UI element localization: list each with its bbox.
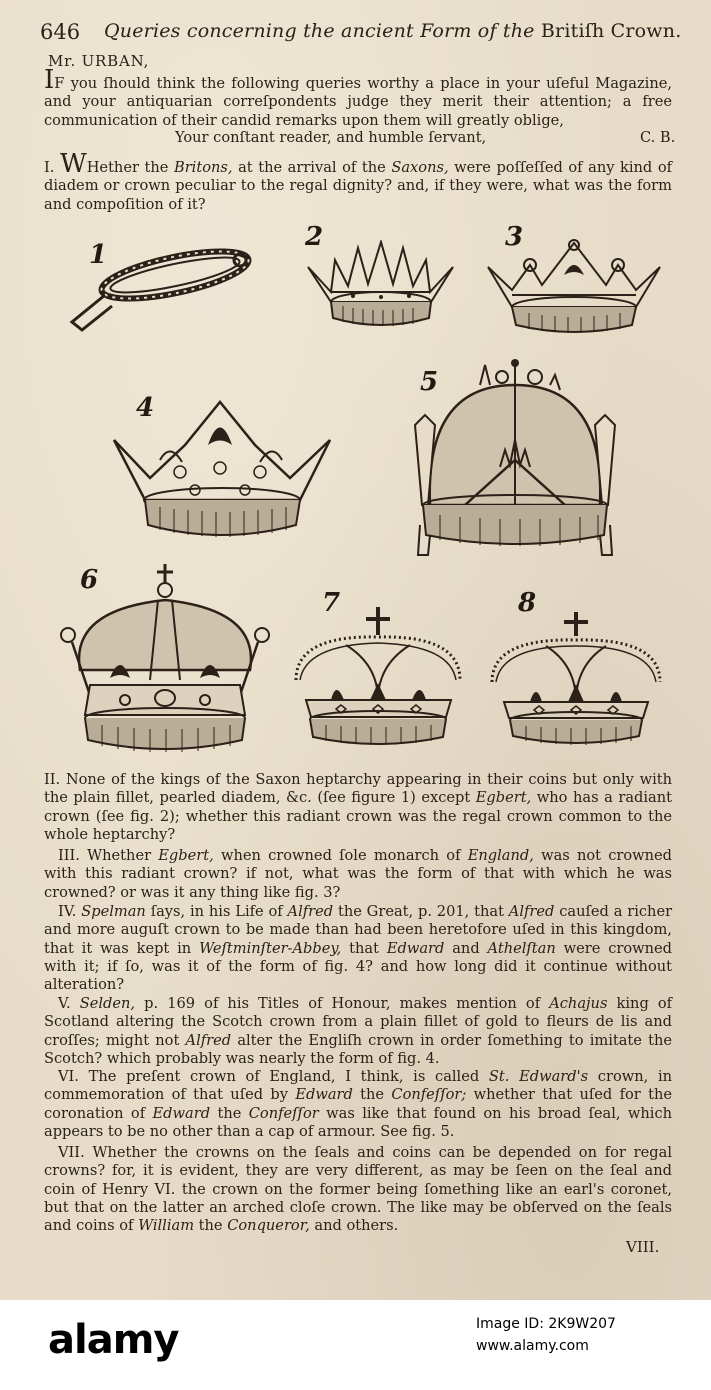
- query-6-confessor: Confeſſor;: [391, 1086, 467, 1104]
- figure-8-arched-crown: [486, 610, 666, 750]
- figure-6-label: 6: [80, 565, 99, 595]
- query-2-tail: who has a radiant crown (ſee fig. 2); whether this radiant crown was the regal crown common to the whole heptarchy?: [44, 789, 672, 843]
- query-7-conqueror: Conqueror,: [227, 1217, 310, 1235]
- query-1: [44, 149, 673, 214]
- image-id: Image ID: 2K9W207: [476, 1316, 616, 1332]
- query-5-selden: Selden,: [79, 995, 136, 1012]
- intro-paragraph: [44, 65, 672, 130]
- query-4-text-a: IV.: [58, 903, 77, 920]
- query-5-alfred: Alfred: [185, 1031, 232, 1049]
- query-6: [44, 1068, 672, 1141]
- signature: C. B.: [640, 129, 676, 146]
- dropcap-i: I: [44, 65, 55, 95]
- query-7-text-c: and others.: [314, 1217, 399, 1235]
- query-5-text-c: king of Scotland altering the Scotch crown from a plain fillet of gold to fleurs de lis and croſſes; might not: [44, 995, 673, 1049]
- running-title: [104, 20, 681, 42]
- query-4-text-c: the Great, p. 201, that: [337, 903, 504, 920]
- query-6-text-e: the: [217, 1104, 242, 1122]
- query-7: [44, 1144, 672, 1235]
- query-4-westminster: Weſtminſter-Abbey,: [199, 939, 342, 957]
- site-url: www.alamy.com: [476, 1338, 589, 1354]
- query-4-edward: Edward: [386, 939, 445, 957]
- query-2: [44, 771, 672, 844]
- page-number: 646: [40, 20, 81, 44]
- figure-4-open-crown: [110, 400, 335, 548]
- query-1-label: I.: [44, 159, 55, 176]
- query-4-text-e: that: [349, 939, 379, 957]
- query-3-text-a: III. Whether: [58, 847, 152, 864]
- query-4-alfred: Alfred: [287, 903, 334, 920]
- query-7-text-b: the: [198, 1217, 223, 1235]
- figure-8-label: 8: [518, 588, 537, 618]
- figure-5-cap-of-armour: [410, 355, 620, 565]
- figure-3-fleur-crown: [484, 235, 664, 340]
- query-5-text-d: alter the Engliſh crown in order ſomething to imitate the Scotch? which probably was nearly the form of fig. 4.: [44, 1031, 673, 1067]
- figure-5-label: 5: [420, 367, 439, 397]
- query-6-confessor-2: Confeſſor: [248, 1104, 319, 1122]
- figure-7-label: 7: [322, 588, 341, 618]
- figure-1-label: 1: [89, 240, 108, 270]
- dropcap-w: W: [59, 149, 87, 179]
- query-7-william: William: [138, 1217, 195, 1235]
- query-4-text-d: cauſed a richer and more auguſt crown to be made than had been heretofore uſed in this kingdom, that it was kept in: [44, 903, 673, 957]
- figure-7-arched-crown: [286, 605, 471, 750]
- query-6-text-f: was like that found on his broad ſeal, which appears to be no other than a cap of armour. See fig. 5.: [44, 1104, 673, 1140]
- query-3-text-c: was not crowned with this radiant crown? if not, what was the form of that with which he was crowned? or was it any thing like fig. 3?: [44, 847, 673, 901]
- query-5-text-b: p. 169 of his Titles of Honour, makes mention of: [144, 995, 541, 1012]
- query-3-egbert: Egbert,: [158, 847, 214, 864]
- query-4-alfred-2: Alfred: [508, 903, 555, 920]
- query-4-athelstan: Athelſtan: [487, 939, 556, 957]
- query-5-achajus: Achajus: [549, 995, 608, 1012]
- query-6-st-edward: St. Edward's: [488, 1068, 589, 1085]
- query-3-text-b: when crowned ſole monarch of: [220, 847, 461, 864]
- figure-6-imperial-crown: [50, 560, 280, 760]
- query-4-text-g: were crowned with it; if ſo, was it of the form of fig. 4? and how long did it continue without alteration?: [44, 939, 673, 994]
- figure-2-label: 2: [305, 222, 324, 252]
- salutation: Mr. URBAN,: [48, 52, 150, 70]
- query-6-text-d: whether that uſed for the coronation of: [44, 1086, 672, 1122]
- query-3-england: England,: [467, 847, 534, 864]
- query-6-edward-2: Edward: [152, 1104, 211, 1122]
- query-4-spelman: Spelman: [81, 903, 146, 920]
- query-1-text-c: were poſſeſſed of any kind of diadem or crown peculiar to the regal dignity? and, if they were, what was the form and compoſition of it?: [44, 159, 673, 213]
- catchword: VIII.: [626, 1238, 660, 1256]
- query-6-text-c: the: [360, 1086, 385, 1104]
- query-1-text-b: at the arrival of the: [238, 159, 386, 176]
- query-4-text-b: ſays, in his Life of: [150, 903, 283, 920]
- query-5: [44, 995, 672, 1068]
- figure-3-label: 3: [505, 222, 524, 252]
- intro-text: F you ſhould think the following queries worthy a place in your uſeful Magazine, and your antiquarian correſpondents judge they merit their attention; a free communication of their candid remarks upon them will greatly oblige,: [44, 75, 672, 129]
- closing-line: Your conſtant reader, and humble ſervant,: [175, 129, 487, 146]
- figure-4-label: 4: [136, 393, 155, 423]
- figure-1-fillet: [60, 240, 260, 340]
- query-6-text-b: crown, in commemoration of that uſed by: [44, 1068, 673, 1104]
- query-2-egbert: Egbert,: [475, 789, 532, 807]
- query-6-edward: Edward: [295, 1086, 353, 1104]
- query-3: [44, 847, 672, 902]
- query-1-britons: Britons,: [173, 159, 233, 176]
- query-2-text: II. None of the kings of the Saxon heptarchy appearing in their coins but only with the plain fillet, pearled diadem, &c. (ſee figure 1) except: [44, 771, 672, 807]
- running-title-main: Queries concerning the ancient Form of the: [104, 20, 535, 42]
- query-1-text-a: Hether the: [86, 159, 169, 176]
- figure-2-radiant-crown: [303, 240, 458, 330]
- running-title-tail: Britiſh Crown.: [540, 20, 682, 42]
- query-6-text-a: VI. The preſent crown of England, I think, is called: [58, 1068, 480, 1085]
- query-4-text-f: and: [452, 939, 480, 957]
- alamy-logo: alamy: [48, 1317, 179, 1363]
- query-4: [44, 903, 672, 994]
- query-1-saxons: Saxons,: [391, 159, 449, 176]
- query-5-text-a: V.: [58, 995, 71, 1012]
- query-7-text-a: VII. Whether the crowns on the ſeals and coins can be depended on for regal crowns? for, it is evident, they are very different, as may be ſeen on the ſeal and coin of Henry VI. the crown on the former being ſomething like an earl's coronet, but that on the latter an arched cloſe crown. The like may be obſerved on the ſeals and coins of: [44, 1144, 672, 1235]
